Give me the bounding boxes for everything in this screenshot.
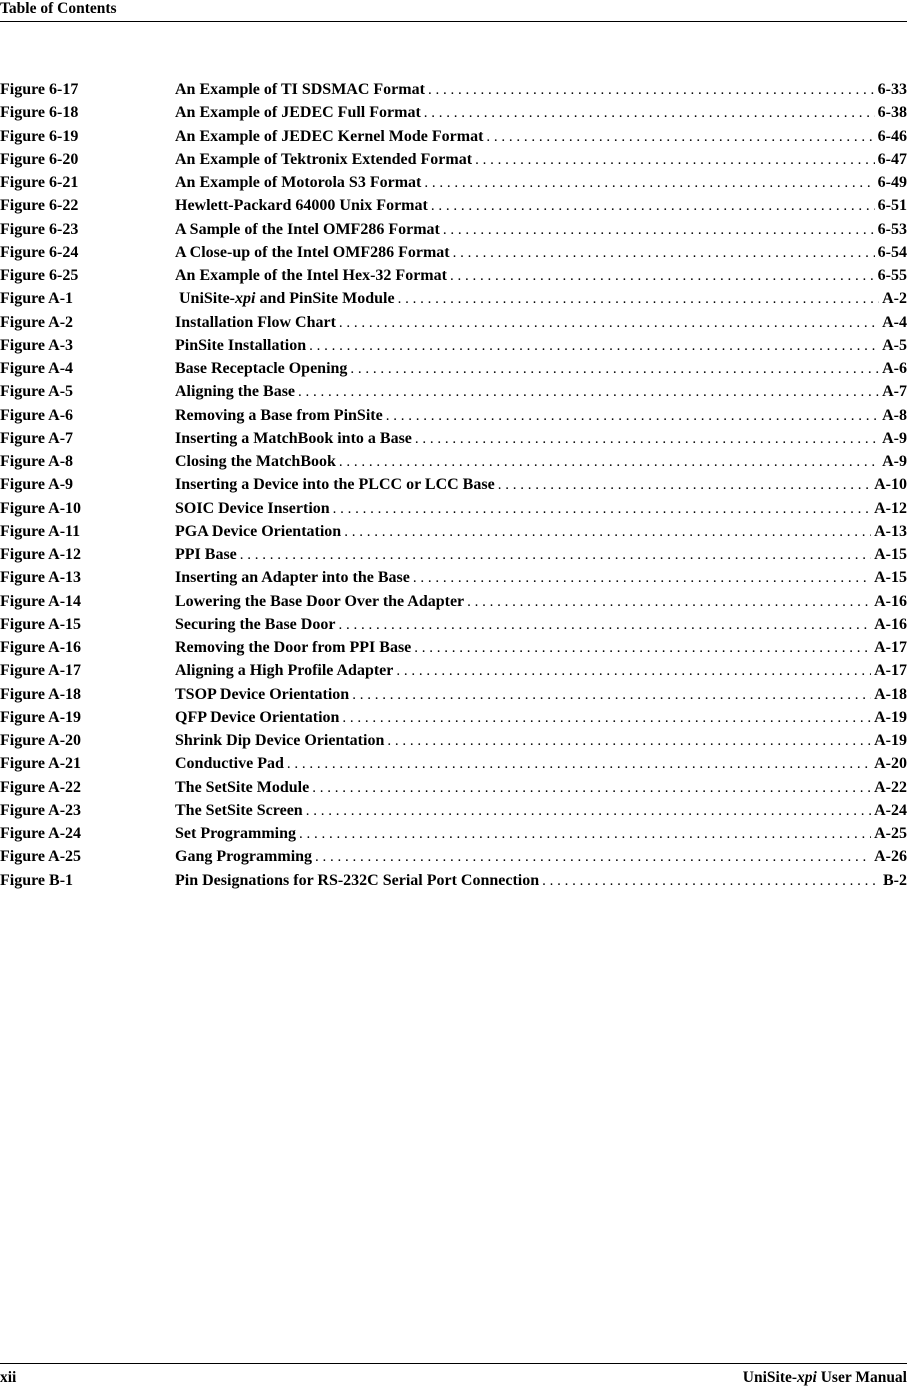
toc-entry [0, 500, 907, 523]
footer-rule [0, 1363, 907, 1364]
toc-figure-title: A Close-up of the Intel OMF286 Format [175, 243, 450, 261]
toc-figure-title: An Example of JEDEC Kernel Mode Format [175, 127, 484, 145]
toc-figure-title: An Example of the Intel Hex-32 Format [175, 267, 447, 284]
toc-entry [0, 779, 907, 802]
toc-figure-title: A Sample of the Intel OMF286 Format [175, 220, 440, 238]
toc-entry [0, 802, 907, 825]
toc-figure-title: Inserting a Device into the PLCC or LCC Base [175, 476, 495, 494]
toc-entry [0, 709, 907, 732]
toc-figure-label: Figure A-24 [0, 825, 82, 842]
toc-figure-title: Base Receptacle Opening [175, 360, 348, 377]
toc-page-number: A-5 [882, 336, 907, 354]
toc-figure-title: Installation Flow Chart [175, 313, 336, 331]
dot-leader [296, 826, 871, 843]
toc-page-number: A-25 [874, 825, 907, 842]
toc-figure-label: Figure A-9 [0, 476, 74, 494]
toc-page-number: A-26 [874, 848, 907, 866]
toc-figure-label: Figure A-20 [0, 732, 82, 749]
toc-figure-label: Figure 6-23 [0, 220, 79, 238]
toc-figure-label: Figure A-8 [0, 453, 74, 470]
dot-leader [347, 361, 879, 378]
toc-figure-label: Figure A-12 [0, 546, 82, 563]
dot-leader [349, 687, 871, 704]
footer-manual-title [743, 1369, 907, 1387]
toc-entry [0, 755, 907, 778]
dot-leader [425, 82, 875, 99]
toc-figure-label: Figure A-5 [0, 383, 74, 401]
toc-page-number: 6-46 [877, 127, 907, 145]
toc-entry [0, 593, 907, 616]
toc-entry [0, 81, 907, 104]
toc-entry [0, 732, 907, 755]
toc-figure-label: Figure 6-18 [0, 104, 79, 122]
toc-entry [0, 825, 907, 848]
toc-page-number: B-2 [883, 871, 907, 889]
toc-entry [0, 686, 907, 709]
toc-entry [0, 546, 907, 569]
toc-page-number: A-12 [874, 499, 907, 517]
toc-page-number: A-16 [874, 592, 907, 610]
toc-page-number: A-15 [874, 569, 907, 587]
dot-leader [384, 733, 871, 750]
toc-figure-title: Inserting a MatchBook into a Base [175, 429, 412, 447]
toc-page-number: 6-38 [877, 104, 907, 122]
toc-page-number: 6-53 [877, 220, 907, 238]
dot-leader [309, 780, 871, 797]
toc-figure-label: Figure A-15 [0, 615, 82, 633]
toc-figure-title: PPI Base [175, 546, 237, 563]
dot-leader [336, 315, 879, 332]
dot-leader [395, 291, 880, 308]
dot-leader [539, 873, 880, 890]
toc-page-number: A-20 [874, 755, 907, 773]
dot-leader [410, 570, 871, 587]
toc-entry [0, 197, 907, 220]
toc-figure-title: An Example of TI SDSMAC Format [175, 81, 425, 98]
dot-leader [495, 477, 871, 494]
dot-leader [383, 408, 879, 425]
toc-entry [0, 128, 907, 151]
toc-page-number: A-19 [874, 708, 907, 726]
toc-figure-label: Figure A-23 [0, 801, 82, 819]
dot-leader [335, 617, 871, 634]
toc-figure-title: The SetSite Screen [175, 801, 303, 819]
toc-figure-label: Figure A-21 [0, 755, 82, 773]
manual-title-prefix: UniSite- [742, 1369, 798, 1386]
toc-page-number: A-19 [874, 732, 907, 749]
toc-figure-title: Aligning the Base [175, 383, 296, 401]
toc-figure-label: Figure A-17 [0, 662, 82, 680]
toc-page-number: A-13 [874, 522, 907, 540]
toc-page-number: A-15 [874, 546, 907, 563]
dot-leader [303, 803, 871, 820]
toc-entry [0, 523, 907, 546]
toc-figure-label: Figure 6-17 [0, 81, 79, 98]
dot-leader [339, 710, 871, 727]
toc-figure-title: Removing a Base from PinSite [175, 406, 383, 424]
toc-entry [0, 314, 907, 337]
toc-figure-title: TSOP Device Orientation [175, 685, 350, 703]
toc-figure-label: Figure 6-19 [0, 127, 79, 145]
toc-entry [0, 662, 907, 685]
toc-page-number: 6-54 [877, 243, 907, 261]
toc-title-prefix: UniSite- [175, 290, 235, 308]
toc-page-number: A-4 [882, 313, 907, 331]
toc-figure-title: QFP Device Orientation [175, 708, 340, 726]
toc-title-italic: xpi [235, 290, 256, 308]
toc-figure-title: Shrink Dip Device Orientation [175, 732, 385, 749]
toc-entry [0, 337, 907, 360]
toc-entry [0, 383, 907, 406]
toc-figure-label: Figure A-18 [0, 685, 82, 703]
dot-leader [464, 594, 871, 611]
toc-figure-label: Figure A-14 [0, 592, 82, 610]
toc-entry [0, 639, 907, 662]
toc-page-number: A-10 [874, 476, 907, 494]
dot-leader [411, 640, 871, 657]
dot-leader [336, 454, 879, 471]
toc-page-number: 6-51 [877, 197, 907, 215]
toc-figure-title: PGA Device Orientation [175, 522, 342, 540]
dot-leader [341, 524, 871, 541]
toc-page-number: A-17 [874, 662, 907, 680]
toc-figure-title: Removing the Door from PPI Base [175, 639, 412, 656]
toc-entry [0, 453, 907, 476]
toc-figure-title: Conductive Pad [175, 755, 284, 773]
toc-entry [0, 407, 907, 430]
toc-figure-label: Figure A-1 [0, 290, 74, 308]
dot-leader [306, 338, 879, 355]
toc-entry [0, 848, 907, 871]
toc-page-number: A-24 [874, 801, 907, 819]
dot-leader [412, 431, 879, 448]
toc-page-number: 6-49 [877, 174, 907, 191]
toc-entry [0, 221, 907, 244]
toc-figure-label: Figure A-2 [0, 313, 74, 331]
dot-leader [312, 849, 871, 866]
toc-figure-label: Figure 6-24 [0, 243, 79, 261]
toc-page-number: A-2 [882, 290, 907, 308]
toc-page-number: A-7 [882, 383, 907, 401]
dot-leader [440, 222, 875, 239]
manual-title-italic: xpi [797, 1369, 817, 1386]
toc-figure-label: Figure 6-25 [0, 267, 79, 284]
toc-page-number: A-22 [874, 778, 907, 796]
list-of-figures [0, 81, 907, 895]
toc-entry [0, 569, 907, 592]
toc-figure-title: SOIC Device Insertion [175, 499, 330, 517]
toc-figure-title: Gang Programming [175, 848, 313, 866]
dot-leader [447, 268, 875, 285]
toc-entry [0, 616, 907, 639]
footer-page-number: xii [0, 1369, 17, 1386]
toc-entry [0, 360, 907, 383]
toc-figure-label: Figure 6-22 [0, 197, 79, 215]
toc-figure-label: Figure 6-21 [0, 174, 79, 191]
dot-leader [295, 384, 879, 401]
toc-figure-label: Figure A-25 [0, 848, 82, 866]
toc-figure-label: Figure A-22 [0, 778, 82, 796]
toc-page-number: A-8 [882, 406, 907, 424]
toc-page-number: 6-55 [877, 267, 907, 284]
toc-figure-title: An Example of Motorola S3 Format [175, 174, 422, 191]
toc-entry [0, 267, 907, 290]
toc-figure-label: Figure A-16 [0, 639, 82, 656]
toc-entry [0, 104, 907, 127]
toc-figure-title: Aligning a High Profile Adapter [175, 662, 394, 680]
toc-title-suffix: and PinSite Module [255, 290, 395, 308]
toc-figure-label: Figure 6-20 [0, 150, 79, 168]
dot-leader [428, 198, 875, 215]
toc-figure-title: Securing the Base Door [175, 615, 336, 633]
toc-figure-label: Figure A-13 [0, 569, 82, 587]
toc-entry [0, 872, 907, 895]
dot-leader [284, 756, 871, 773]
toc-page-number: 6-47 [877, 150, 907, 168]
toc-figure-label: Figure A-11 [0, 522, 81, 540]
toc-entry [0, 244, 907, 267]
dot-leader [421, 105, 875, 122]
toc-page-number: 6-33 [877, 81, 907, 98]
toc-page-number: A-9 [882, 453, 907, 470]
toc-entry [0, 290, 907, 313]
dot-leader [472, 152, 875, 169]
dot-leader [237, 547, 871, 564]
toc-figure-title: Inserting an Adapter into the Base [175, 569, 410, 587]
toc-page-number: A-17 [874, 639, 907, 656]
toc-figure-title: PinSite Installation [175, 336, 307, 354]
toc-figure-label: Figure A-10 [0, 499, 82, 517]
toc-figure-label: Figure A-3 [0, 336, 74, 354]
dot-leader [393, 663, 871, 680]
toc-figure-label: Figure A-4 [0, 360, 74, 377]
toc-entry [0, 174, 907, 197]
dot-leader [450, 245, 875, 262]
manual-title-suffix: User Manual [816, 1369, 907, 1386]
toc-figure-label: Figure A-7 [0, 429, 74, 447]
toc-figure-title: Hewlett-Packard 64000 Unix Format [175, 197, 428, 215]
toc-figure-label: Figure A-19 [0, 708, 82, 726]
header-rule [0, 21, 907, 22]
toc-figure-title: Set Programming [175, 825, 297, 842]
dot-leader [421, 175, 874, 192]
toc-figure-label: Figure A-6 [0, 406, 74, 424]
dot-leader [330, 501, 871, 518]
toc-figure-title: An Example of JEDEC Full Format [175, 104, 421, 122]
toc-figure-title: The SetSite Module [175, 778, 310, 796]
toc-entry [0, 476, 907, 499]
running-header-title: Table of Contents [0, 0, 117, 17]
toc-page-number: A-9 [882, 429, 907, 447]
toc-figure-title: Lowering the Base Door Over the Adapter [175, 592, 465, 610]
toc-page-number: A-16 [874, 615, 907, 633]
toc-figure-title [175, 290, 395, 308]
toc-figure-title: An Example of Tektronix Extended Format [175, 150, 473, 168]
toc-page-number: A-6 [882, 360, 907, 377]
toc-figure-title: Closing the MatchBook [175, 453, 336, 470]
toc-page-number: A-18 [874, 685, 907, 703]
toc-figure-title: Pin Designations for RS-232C Serial Port Connection [175, 871, 540, 889]
toc-entry [0, 151, 907, 174]
toc-figure-label: Figure B-1 [0, 871, 74, 889]
toc-entry [0, 430, 907, 453]
dot-leader [483, 129, 874, 146]
